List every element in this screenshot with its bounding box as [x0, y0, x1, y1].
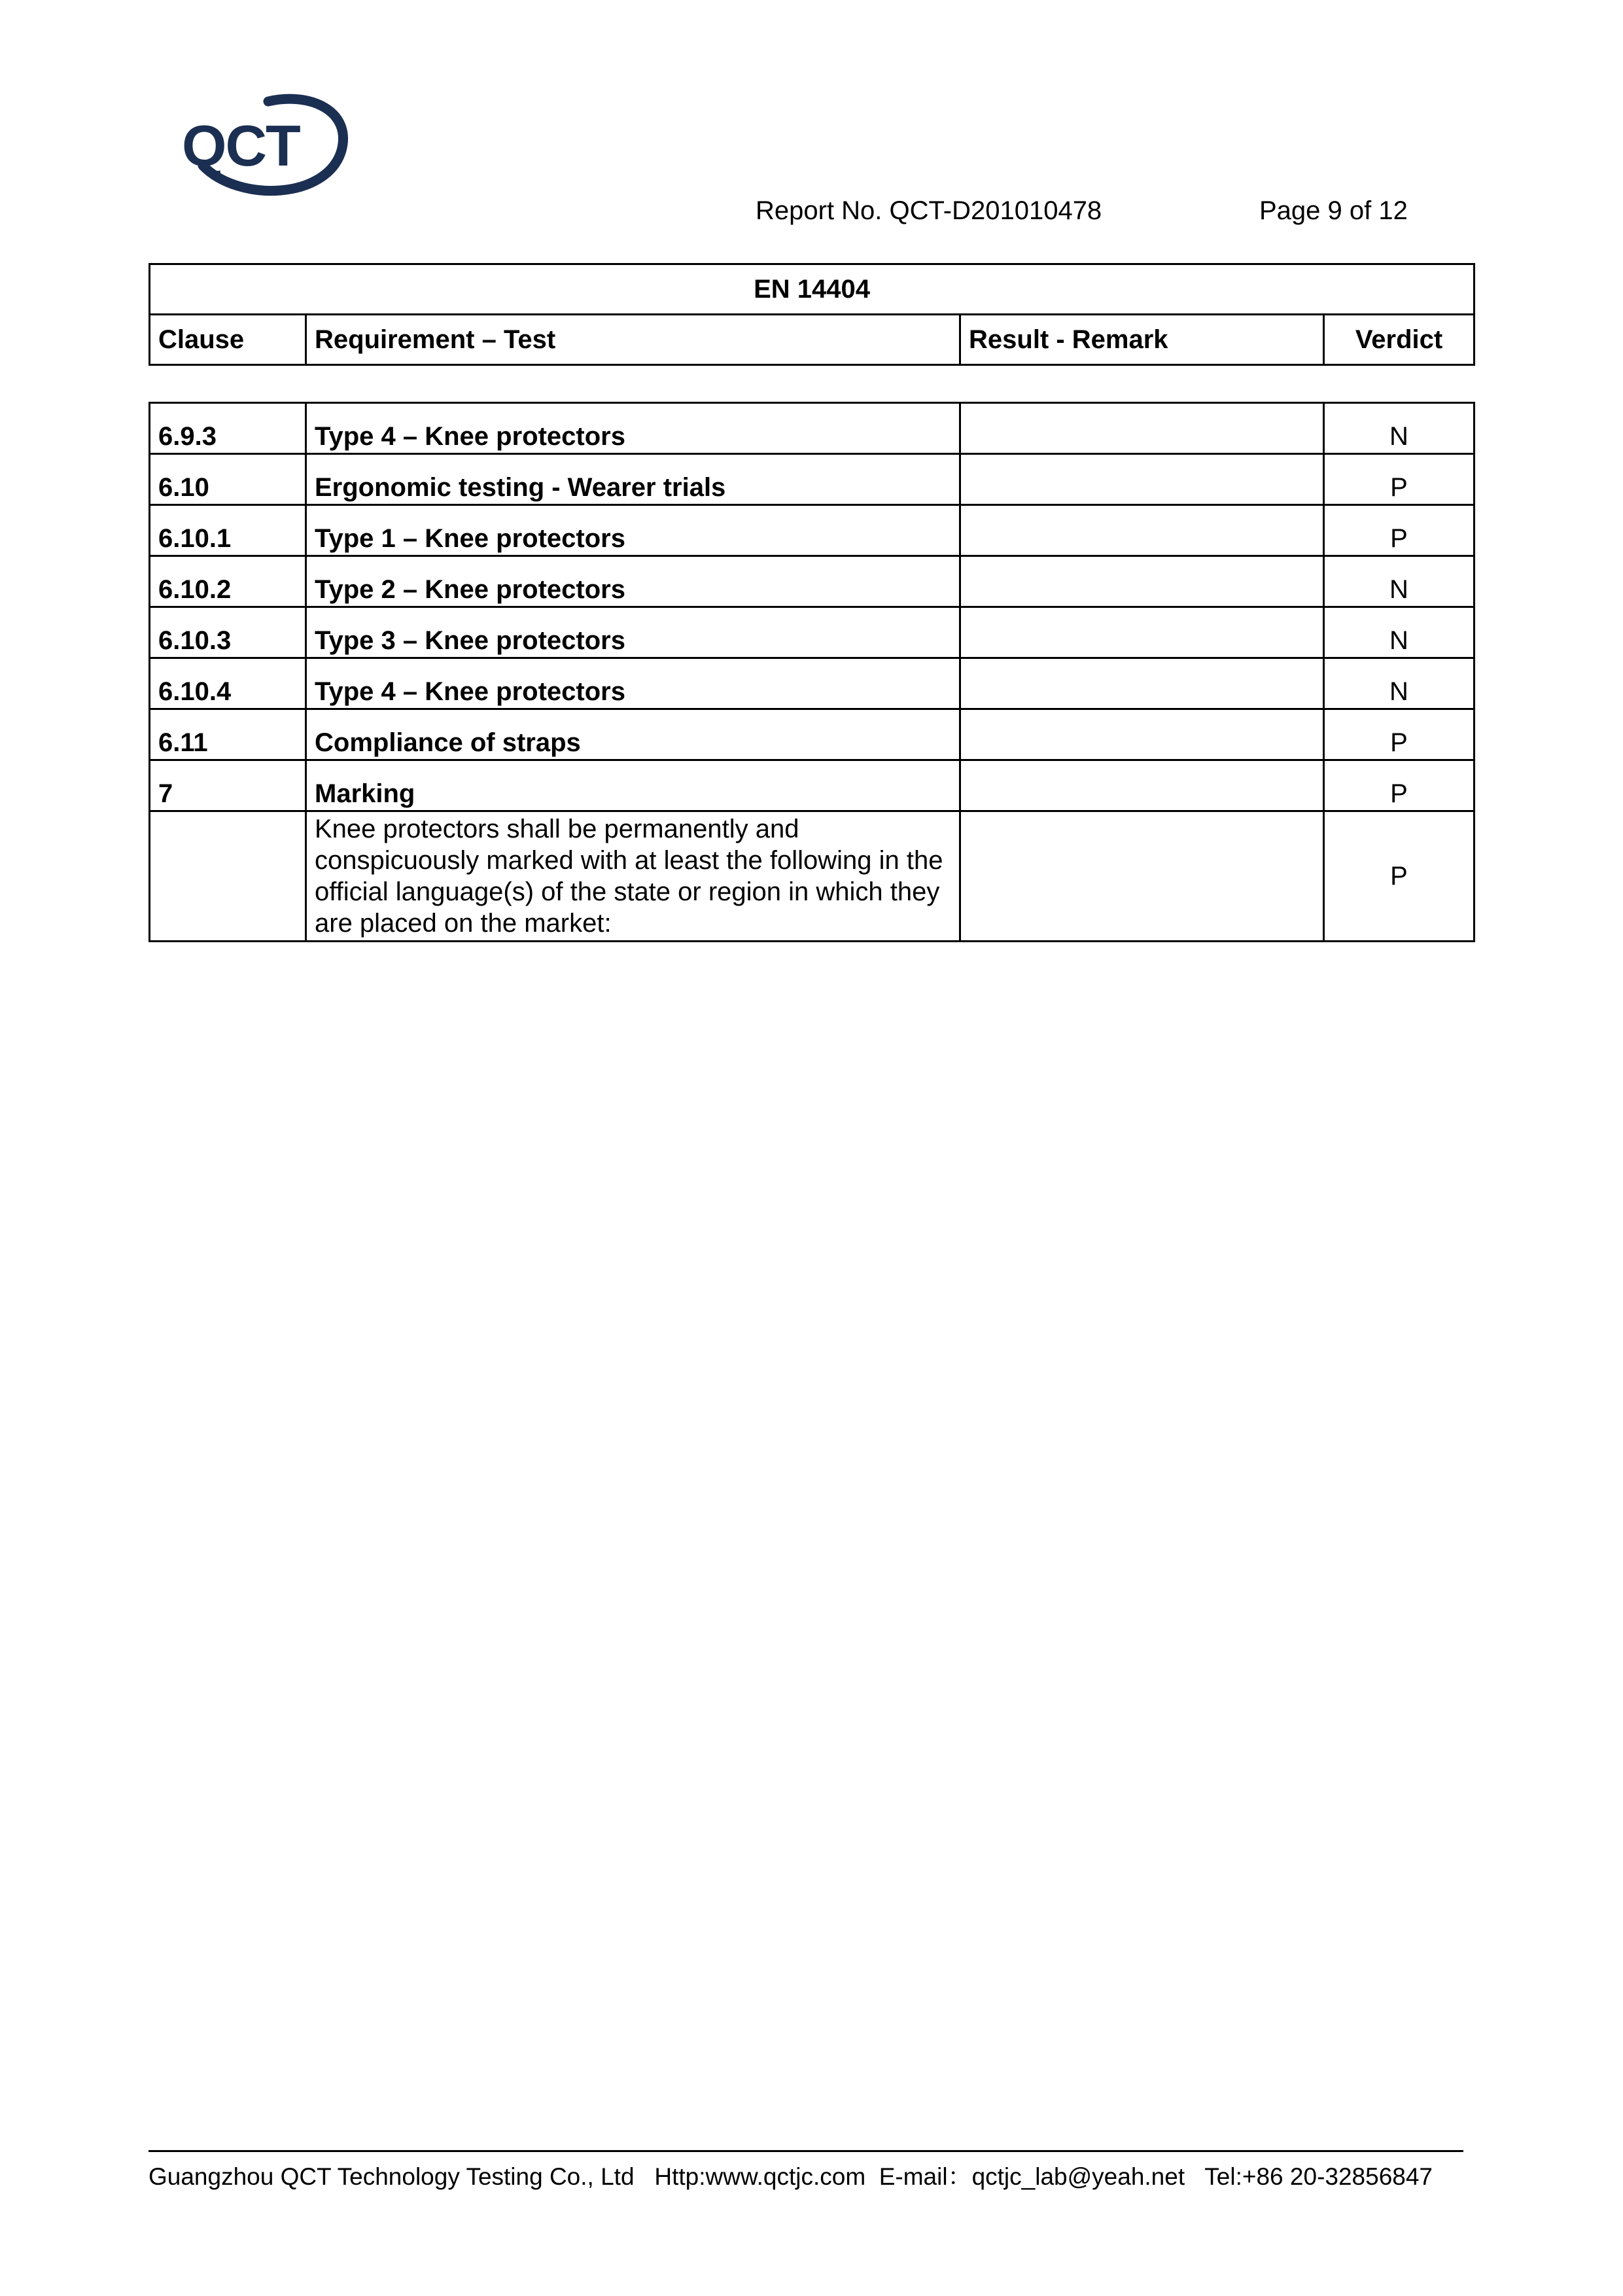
table-row [150, 658, 1475, 709]
footer-tel: Tel:+86 20-32856847 [1204, 2163, 1433, 2190]
footer-email: E-mail：qctjc_lab@yeah.net [879, 2163, 1185, 2190]
result-cell [960, 658, 1324, 709]
result-cell [960, 709, 1324, 760]
result-cell [960, 556, 1324, 607]
result-cell [960, 454, 1324, 505]
verdict-cell: N [1324, 556, 1475, 607]
verdict-cell: P [1324, 760, 1475, 811]
clause-cell: 6.9.3 [150, 403, 306, 454]
footer-website: Http:www.qctjc.com [654, 2163, 866, 2190]
requirement-cell: Type 4 – Knee protectors [306, 403, 960, 454]
column-header-verdict: Verdict [1324, 315, 1475, 365]
clause-cell: 6.10.2 [150, 556, 306, 607]
column-header-requirement: Requirement – Test [306, 315, 960, 365]
result-cell [960, 607, 1324, 658]
column-header-clause: Clause [150, 315, 306, 365]
verdict-cell: P [1324, 811, 1475, 942]
result-cell [960, 505, 1324, 556]
verdict-cell: P [1324, 709, 1475, 760]
table-row [150, 454, 1475, 505]
verdict-cell: P [1324, 454, 1475, 505]
clause-cell [150, 811, 306, 942]
clause-cell: 7 [150, 760, 306, 811]
clause-cell: 6.11 [150, 709, 306, 760]
clause-cell: 6.10.4 [150, 658, 306, 709]
requirement-cell: Knee protectors shall be permanently and conspicuously marked with at least the following in the official language(s) of the state or region in which they are placed on the market: [306, 811, 960, 942]
verdict-cell: P [1324, 505, 1475, 556]
clause-table [148, 402, 1475, 942]
requirement-cell: Type 3 – Knee protectors [306, 607, 960, 658]
result-cell [960, 403, 1324, 454]
column-header-result: Result - Remark [960, 315, 1324, 365]
table-row [150, 403, 1475, 454]
clause-cell: 6.10.3 [150, 607, 306, 658]
verdict-cell: N [1324, 403, 1475, 454]
footer-divider [148, 2150, 1463, 2152]
footer [148, 2157, 1433, 2192]
footer-company: Guangzhou QCT Technology Testing Co., Ltd [148, 2163, 635, 2190]
result-cell [960, 811, 1324, 942]
table-row [150, 505, 1475, 556]
logo-text: QCT [182, 113, 300, 178]
requirement-cell: Compliance of straps [306, 709, 960, 760]
clause-cell: 6.10.1 [150, 505, 306, 556]
clause-cell: 6.10 [150, 454, 306, 505]
page-number: Page 9 of 12 [1259, 196, 1408, 225]
table-row [150, 811, 1475, 942]
qct-logo [177, 88, 353, 203]
table-row [150, 556, 1475, 607]
requirement-cell: Type 2 – Knee protectors [306, 556, 960, 607]
requirement-cell: Ergonomic testing - Wearer trials [306, 454, 960, 505]
report-number: Report No. QCT-D201010478 [756, 196, 1102, 225]
result-cell [960, 760, 1324, 811]
standard-title: EN 14404 [150, 264, 1475, 315]
verdict-cell: N [1324, 607, 1475, 658]
table-row [150, 607, 1475, 658]
requirement-cell: Type 1 – Knee protectors [306, 505, 960, 556]
table-header [148, 263, 1475, 366]
table-row [150, 760, 1475, 811]
requirement-cell: Marking [306, 760, 960, 811]
table-row [150, 709, 1475, 760]
requirement-cell: Type 4 – Knee protectors [306, 658, 960, 709]
verdict-cell: N [1324, 658, 1475, 709]
